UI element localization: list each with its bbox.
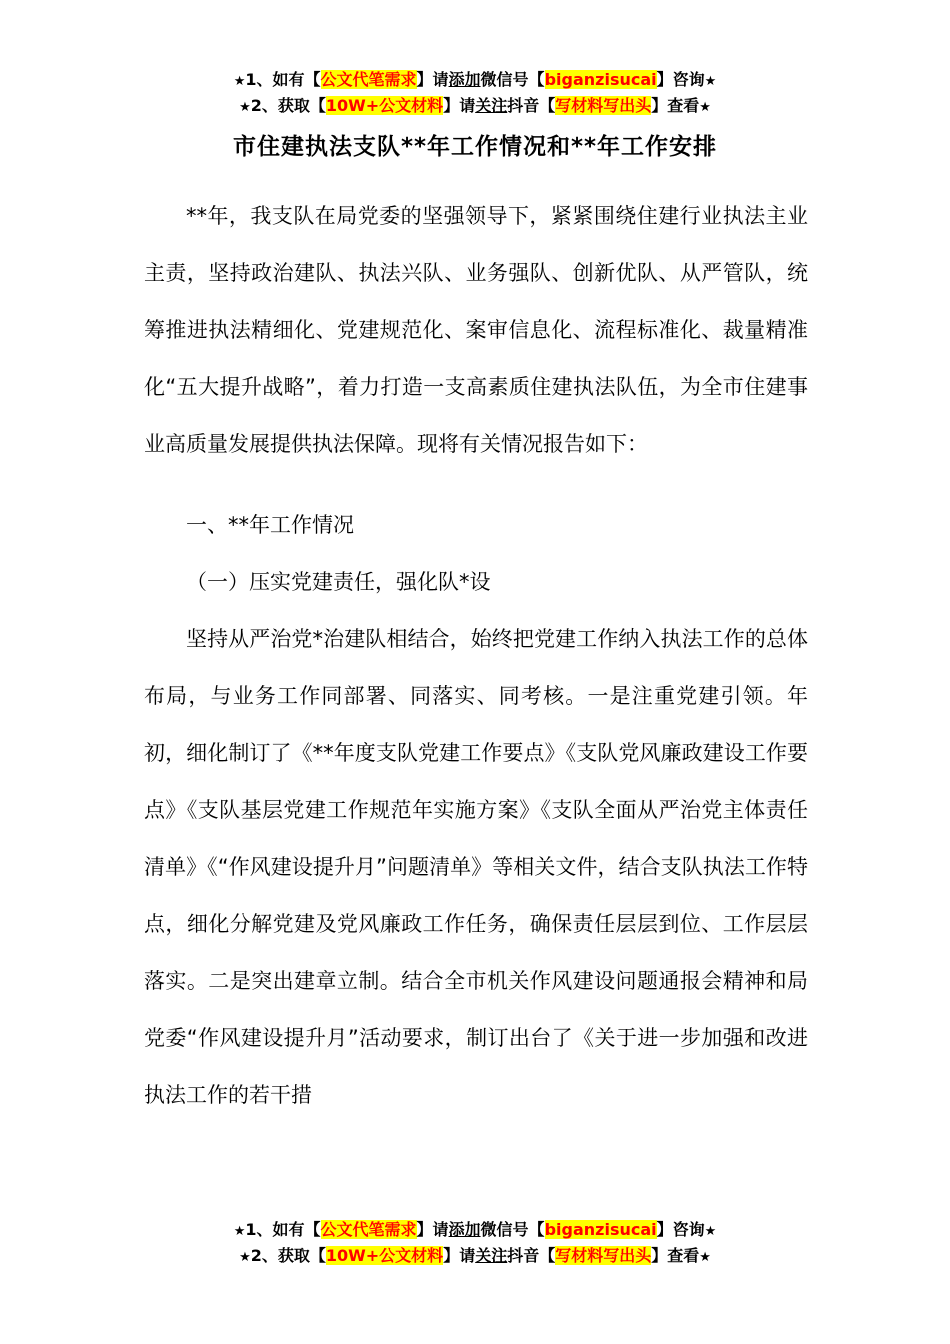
banner-text: 】请 [443, 96, 476, 115]
banner-text: 抖音【 [507, 1246, 556, 1265]
banner-text: 1、如有【 [245, 1220, 321, 1239]
highlight-wechat-id: biganzisucai [544, 70, 657, 89]
highlight-materials: 10W+公文材料 [325, 96, 444, 115]
star-icon: ★ [704, 74, 717, 89]
banner-underline: 添加 [448, 70, 481, 89]
banner-text: 】请 [416, 70, 449, 89]
banner-underline: 关注 [475, 96, 508, 115]
banner-line-1 [0, 1218, 950, 1244]
banner-text: 】咨询 [656, 70, 705, 89]
banner-underline: 关注 [475, 1246, 508, 1265]
banner-text: 】查看 [651, 96, 700, 115]
banner-text: 2、获取【 [250, 96, 326, 115]
banner-text: 抖音【 [507, 96, 556, 115]
star-icon: ★ [239, 1250, 251, 1265]
banner-text: 1、如有【 [245, 70, 321, 89]
banner-line-1 [0, 68, 950, 94]
banner-text: 2、获取【 [250, 1246, 326, 1265]
banner-text: 】咨询 [656, 1220, 705, 1239]
star-icon: ★ [233, 74, 246, 89]
banner-text: 】请 [443, 1246, 476, 1265]
highlight-douyin: 写材料写出头 [555, 1246, 652, 1265]
document-body [144, 188, 808, 1124]
star-icon: ★ [233, 1224, 246, 1239]
banner-line-2 [0, 1244, 950, 1270]
document-title: 市住建执法支队**年工作情况和**年工作安排 [232, 134, 718, 160]
highlight-service: 公文代笔需求 [320, 70, 417, 89]
top-banner [0, 68, 950, 120]
highlight-wechat-id: biganzisucai [544, 1220, 657, 1239]
star-icon: ★ [699, 1250, 711, 1265]
star-icon: ★ [704, 1224, 717, 1239]
star-icon: ★ [239, 100, 251, 115]
subsection-heading: （一）压实党建责任，强化队*设 [186, 570, 491, 594]
section-heading: 一、**年工作情况 [186, 513, 354, 537]
intro-paragraph: **年，我支队在局党委的坚强领导下，紧紧围绕住建行业执法主业主责，坚持政治建队、执法兴队、业务强队、创新优队、从严管队，统筹推进执法精细化、党建规范化、案审信息化、流程标准化、裁量精准化“五大提升战略”，着力打造一支高素质住建执法队伍，为全市住建事业高质量发展提供执法保障。现将有关情况报告如下： [144, 204, 808, 456]
highlight-service: 公文代笔需求 [320, 1220, 417, 1239]
banner-line-2 [0, 94, 950, 120]
star-icon: ★ [699, 100, 711, 115]
highlight-douyin: 写材料写出头 [555, 96, 652, 115]
highlight-materials: 10W+公文材料 [325, 1246, 444, 1265]
bottom-banner [0, 1218, 950, 1270]
banner-underline: 添加 [448, 1220, 481, 1239]
banner-text: 微信号【 [480, 1220, 545, 1239]
banner-text: 微信号【 [480, 70, 545, 89]
body-paragraph: 坚持从严治党*治建队相结合，始终把党建工作纳入执法工作的总体布局，与业务工作同部署、同落实、同考核。一是注重党建引领。年初，细化制订了《**年度支队党建工作要点》《支队党风廉政建设工作要点》《支队基层党建工作规范年实施方案》《支队全面从严治党主体责任清单》《“作风建设提升月”问题清单》等相关文件，结合支队执法工作特点，细化分解党建及党风廉政工作任务，确保责任层层到位、工作层层落实。二是突出建章立制。结合全市机关作风建设问题通报会精神和局党委“作风建设提升月”活动要求，制订出台了《关于进一步加强和改进执法工作的若干措 [144, 627, 808, 1107]
banner-text: 】请 [416, 1220, 449, 1239]
banner-text: 】查看 [651, 1246, 700, 1265]
